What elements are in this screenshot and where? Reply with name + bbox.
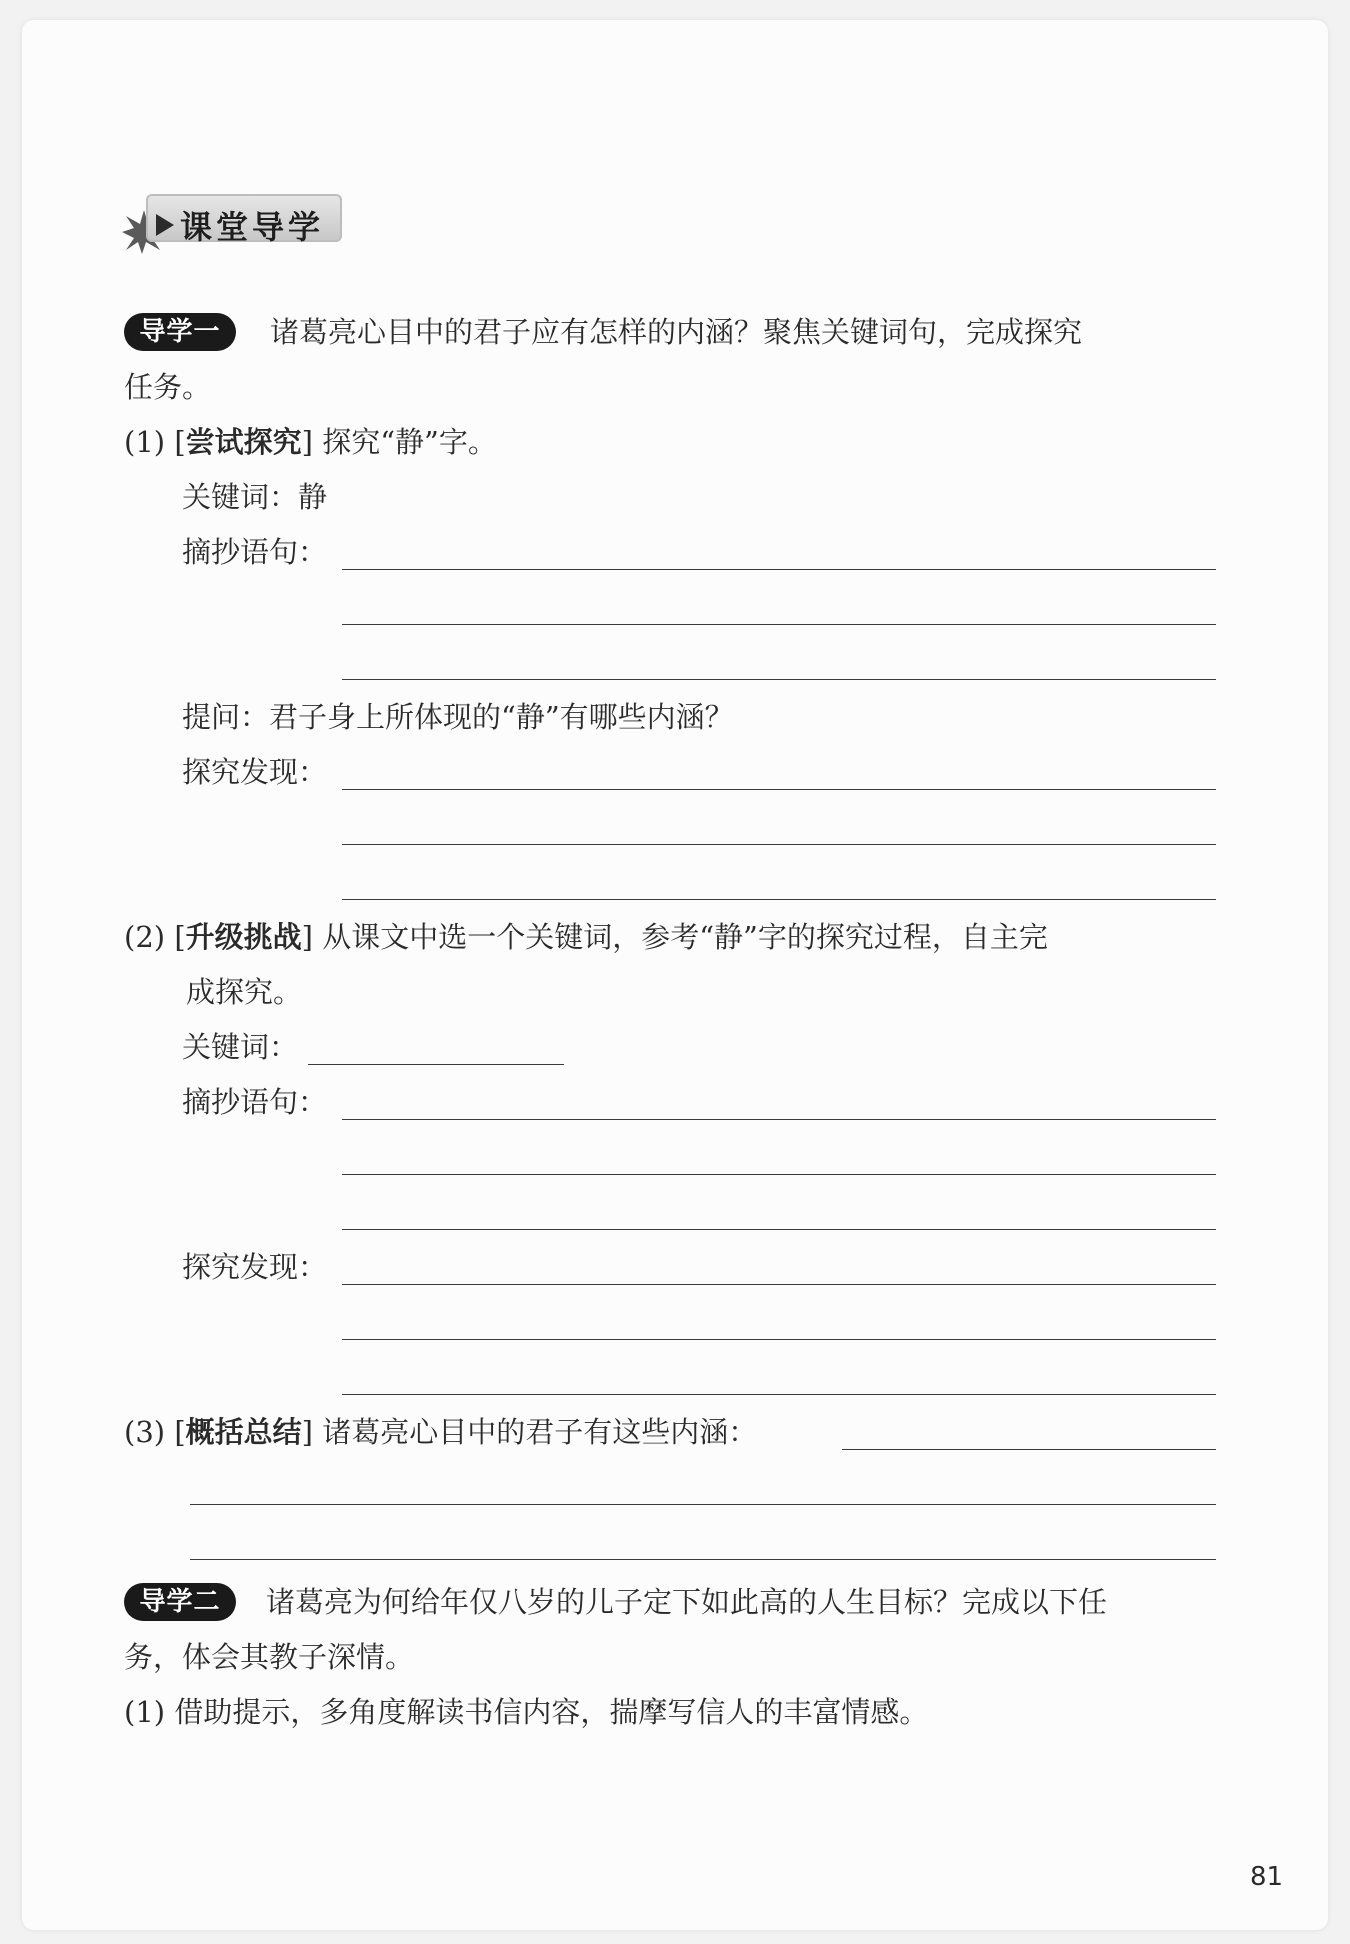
bracket: ] (301, 1415, 313, 1449)
task-number: (1) (124, 425, 166, 459)
task-number: (2) (124, 920, 166, 954)
guide1-task2-finding-label: 探究发现： (182, 1250, 328, 1284)
task-text: 借助提示，多角度解读书信内容，揣摩写信人的丰富情感。 (174, 1695, 929, 1729)
keyword-blank-line[interactable] (308, 1064, 564, 1065)
task-tag: 概括总结 (185, 1415, 302, 1449)
task-tag: 尝试探究 (185, 425, 302, 459)
bracket: [ (174, 920, 186, 954)
answer-blank-line[interactable] (342, 899, 1216, 900)
bracket: [ (174, 425, 186, 459)
task-text: 诸葛亮心目中的君子有这些内涵： (322, 1415, 758, 1449)
answer-blank-line[interactable] (190, 1559, 1216, 1560)
guide1-question-line2: 任务。 (124, 370, 212, 404)
bracket: ] (301, 425, 313, 459)
answer-blank-line[interactable] (342, 1339, 1216, 1340)
answer-blank-line[interactable] (342, 1229, 1216, 1230)
answer-blank-line[interactable] (342, 1394, 1216, 1395)
section-header (122, 188, 348, 254)
guide1-task2-keyword-label: 关键词： (182, 1030, 299, 1064)
task-tag: 升级挑战 (185, 920, 302, 954)
guide1-task1-question: 提问：君子身上所体现的“静”有哪些内涵？ (182, 700, 734, 734)
play-arrow-icon (156, 214, 174, 236)
guide1-task1-keyword: 关键词：静 (182, 480, 328, 514)
section-title: 课堂导学 (180, 208, 325, 246)
guide2-badge: 导学二 (124, 1583, 236, 1621)
task-text: 从课文中选一个关键词，参考“静”字的探究过程，自主完 (322, 920, 1048, 954)
guide2-task1 (124, 1692, 928, 1732)
guide1-task1-finding-label: 探究发现： (182, 755, 328, 789)
answer-blank-line[interactable] (342, 679, 1216, 680)
task-number: (1) (124, 1695, 166, 1729)
answer-blank-line[interactable] (342, 569, 1216, 570)
task-number: (3) (124, 1415, 166, 1449)
answer-blank-line[interactable] (842, 1449, 1216, 1450)
guide1-task2-heading (124, 917, 1048, 957)
answer-blank-line[interactable] (342, 624, 1216, 625)
bracket: ] (301, 920, 313, 954)
guide1-badge: 导学一 (124, 313, 236, 351)
guide1-task2-excerpt-label: 摘抄语句： (182, 1085, 328, 1119)
guide1-task1-excerpt-label: 摘抄语句： (182, 535, 328, 569)
guide1-task1-heading (124, 422, 497, 462)
task-text: 探究“静”字。 (322, 425, 497, 459)
page-number: 81 (1250, 1862, 1284, 1892)
guide1-question-line1: 诸葛亮心目中的君子应有怎样的内涵？聚焦关键词句，完成探究 (270, 315, 1083, 349)
answer-blank-line[interactable] (342, 1284, 1216, 1285)
answer-blank-line[interactable] (342, 789, 1216, 790)
answer-blank-line[interactable] (190, 1504, 1216, 1505)
bracket: [ (174, 1415, 186, 1449)
answer-blank-line[interactable] (342, 844, 1216, 845)
answer-blank-line[interactable] (342, 1119, 1216, 1120)
guide2-question-line2: 务，体会其教子深情。 (124, 1640, 415, 1674)
answer-blank-line[interactable] (342, 1174, 1216, 1175)
guide1-task3-heading (124, 1412, 757, 1452)
guide2-question-line1: 诸葛亮为何给年仅八岁的儿子定下如此高的人生目标？完成以下任 (266, 1585, 1108, 1619)
guide1-task2-text-line2: 成探究。 (186, 975, 303, 1009)
